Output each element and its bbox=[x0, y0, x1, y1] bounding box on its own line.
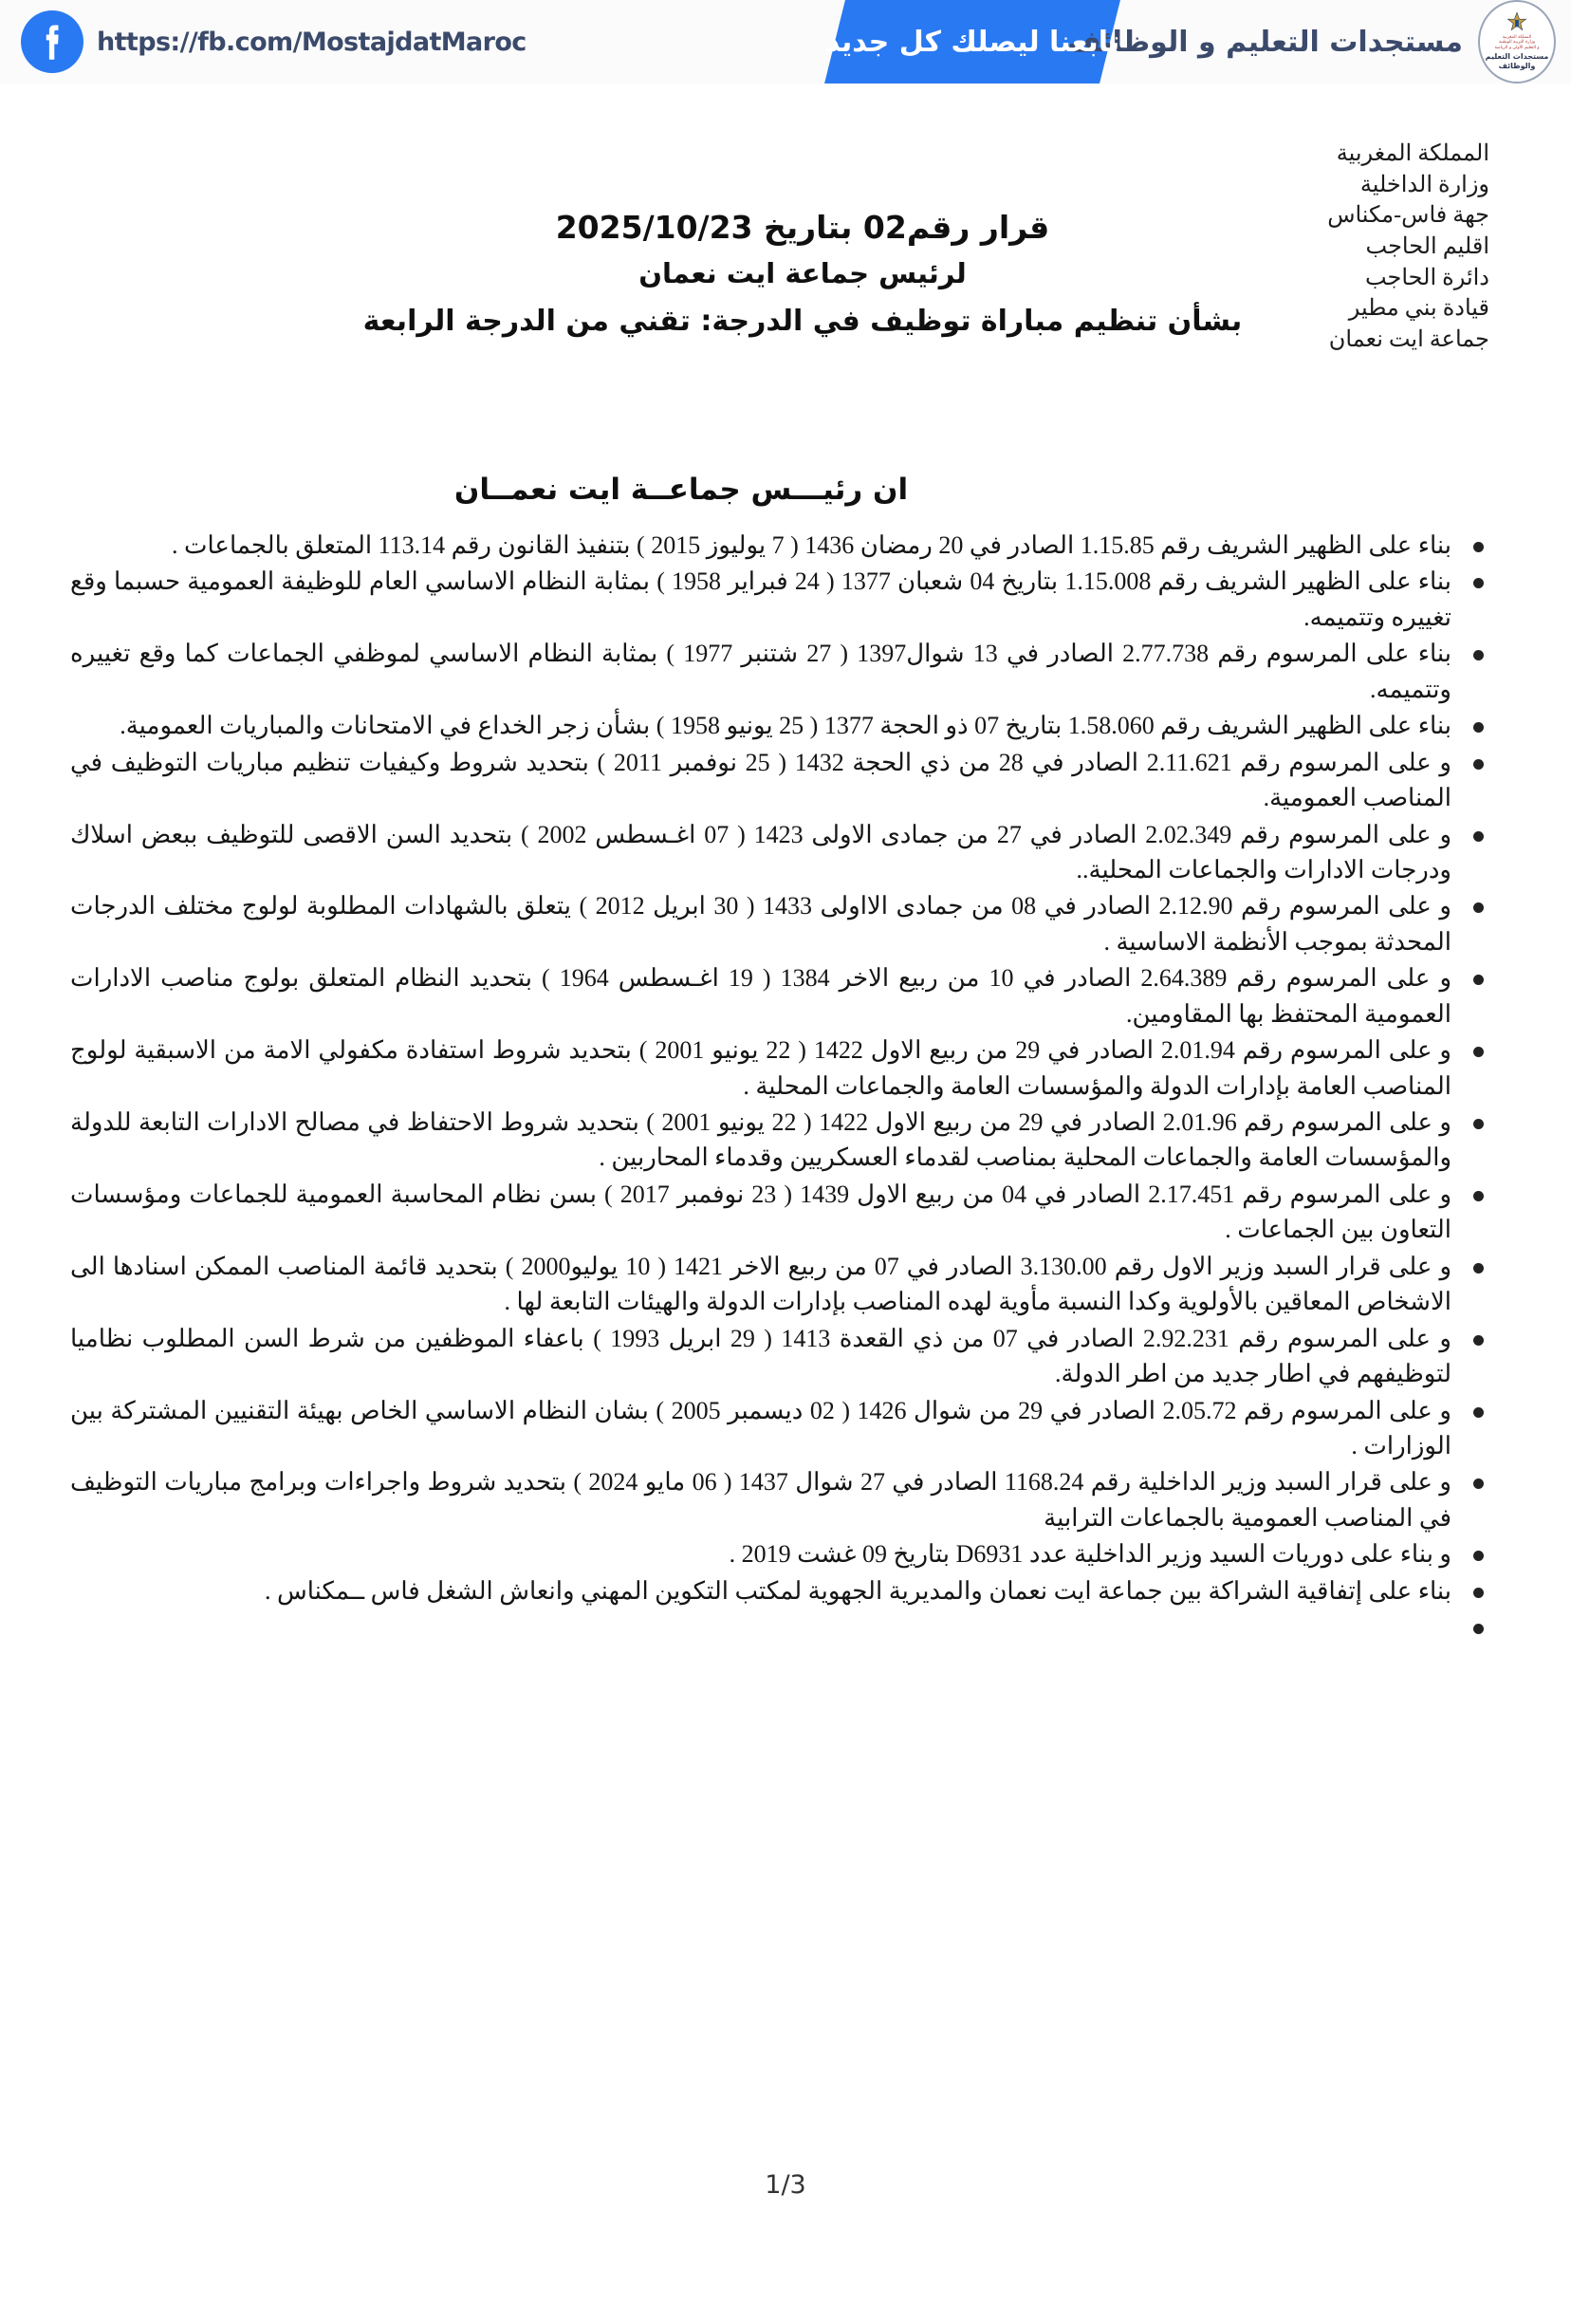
letterhead-line: جماعة ايت نعمان bbox=[1328, 326, 1489, 352]
letterhead-line: اقليم الحاجب bbox=[1365, 233, 1489, 259]
brand-logo-name: مستجدات التعليم والوظائف bbox=[1485, 51, 1549, 71]
document-page bbox=[0, 84, 1571, 2317]
morocco-emblem-icon bbox=[1505, 11, 1529, 34]
list-item: و على المرسوم رقم 2.64.389 الصادر في 10 من ربيع الاخر 1384 ( 19 اغـسطس 1964 ) بتحديد النظام المتعلق بولوج مناصب الادارات العمومية المحتفظ بها المقاومين. bbox=[70, 960, 1501, 1032]
list-item: و على المرسوم رقم 2.02.349 الصادر في 27 من جمادى الاولى 1423 ( 07 اغـسطس 2002 ) بتحديد السن الاقصى للتوظيف ببعض اسلاك ودرجات الادارات والجماعات المحلية.. bbox=[70, 817, 1501, 888]
banner-slogan: تابعنا ليصلك كل جديد bbox=[824, 25, 1120, 59]
list-item: بناء على الظهير الشريف رقم 1.15.008 بتاريخ 04 شعبان 1377 ( 24 فبراير 1958 ) بمثابة النظام الاساسي العام للوظيفة العمومية حسبما وقع تغييره وتتميمه. bbox=[70, 564, 1501, 635]
facebook-link[interactable] bbox=[0, 0, 527, 84]
list-item bbox=[70, 1609, 1501, 1647]
list-item: بناء على الظهير الشريف رقم 1.58.060 بتاريخ 07 ذو الحجة 1377 ( 25 يونيو 1958 ) بشأن زجر الخداع في الامتحانات والمباريات العمومية. bbox=[70, 708, 1501, 743]
brand-logo bbox=[1478, 0, 1556, 84]
facebook-url-text: https://fb.com/MostajdatMaroc bbox=[97, 27, 527, 57]
list-item: و على قرار السبد وزير الداخلية رقم 1168.24 الصادر في 27 شوال 1437 ( 06 مايو 2024 ) بتحديد شروط واجراءات وبرامج مباريات التوظيف في المناصب العمومية بالجماعات الترابية bbox=[70, 1464, 1501, 1535]
banner-brand-text: مستجدات التعليم و الوظائف bbox=[1067, 25, 1463, 59]
letterhead-line: وزارة الداخلية bbox=[1359, 172, 1489, 197]
list-item: و على المرسوم رقم 2.11.621 الصادر في 28 من ذي الحجة 1432 ( 25 نوفمبر 2011 ) بتحديد شروط وكيفيات تنظيم مباريات التوظيف في المناصب العمومية. bbox=[70, 745, 1501, 816]
document-preamble: ان رئيـــس جماعــة ايت نعمــان bbox=[453, 473, 909, 507]
list-item: بناء على المرسوم رقم 2.77.738 الصادر في 13 شوال1397 ( 27 شتنبر 1977 ) بمثابة النظام الاساسي لموظفي الجماعات كما وقع تغييره وتتميمه. bbox=[70, 636, 1501, 707]
decision-number-and-date: قرار رقم02 بتاريخ 2025/10/23 bbox=[555, 209, 1050, 246]
list-item: و بناء على دوريات السيد وزير الداخلية عدد D6931 بتاريخ 09 غشت 2019 . bbox=[70, 1536, 1501, 1571]
list-item: و على المرسوم رقم 2.92.231 الصادر في 07 من ذي القعدة 1413 ( 29 ابريل 1993 ) باعفاء الموظفين من شرط السن المطلوب نظاميا لتوظيفهم في اطار جديد من اطر الدولة. bbox=[70, 1321, 1501, 1392]
letterhead-line: قيادة بني مطير bbox=[1348, 296, 1489, 322]
decision-issuer: لرئيس جماعة ايت نعمان bbox=[638, 256, 967, 289]
list-item: و على المرسوم رقم 2.05.72 الصادر في 29 من شوال 1426 ( 02 ديسمبر 2005 ) بشان النظام الاساسي الخاص بهيئة التقنيين المشتركة بين الوزارات . bbox=[70, 1393, 1501, 1464]
banner-brand-group bbox=[1068, 0, 1571, 84]
letterhead-line: دائرة الحاجب bbox=[1364, 265, 1489, 290]
list-item: و على المرسوم رقم 2.12.90 الصادر في 08 من جمادى الااولى 1433 ( 30 ابريل 2012 ) يتعلق بالشهادات المطلوبة لولوج مختلف الدرجات المحدثة بموجب الأنظمة الاساسية . bbox=[70, 888, 1501, 959]
brand-logo-subtitle: المملكة المغربية وزارة التربية الوطنية و التعليم الأولي و الرياضة bbox=[1494, 34, 1540, 51]
promo-banner bbox=[0, 0, 1571, 84]
facebook-icon bbox=[21, 10, 83, 73]
list-item: بناء على الظهير الشريف رقم 1.15.85 الصادر في 20 رمضان 1436 ( 7 يوليوز 2015 ) بتنفيذ القانون رقم 113.14 المتعلق بالجماعات . bbox=[70, 528, 1501, 563]
list-item: بناء على إتفاقية الشراكة بين جماعة ايت نعمان والمديرية الجهوية لمكتب التكوين المهني وانعاش الشغل فاس ــمكناس . bbox=[70, 1573, 1501, 1608]
list-item: و على المرسوم رقم 2.17.451 الصادر في 04 من ربيع الاول 1439 ( 23 نوفمبر 2017 ) بسن نظام المحاسبة العمومية للجماعات ومؤسسات التعاون بين الجماعات . bbox=[70, 1177, 1501, 1248]
decision-subject: بشأن تنظيم مباراة توظيف في الدرجة: تقني من الدرجة الرابعة bbox=[362, 305, 1243, 339]
letterhead bbox=[1327, 139, 1489, 355]
letterhead-line: المملكة المغربية bbox=[1336, 141, 1489, 166]
letterhead-line: جهة فاس-مكناس bbox=[1327, 203, 1489, 229]
list-item: و على قرار السبد وزير الاول رقم 3.130.00 الصادر في 07 من ربيع الاخر 1421 ( 10 يوليو2000 ) بتحديد قائمة المناصب الممكن اسنادها الى الاشخاص المعاقين بالأولوية وكدا النسبة مأوية لهده المناصب بإدارات الدولة والهيئات التابعة لها . bbox=[70, 1249, 1501, 1320]
page-number: 1/3 bbox=[765, 2170, 806, 2200]
list-item: و على المرسوم رقم 2.01.96 الصادر في 29 من ربيع الاول 1422 ( 22 يونيو 2001 ) بتحديد شروط الاحتفاظ في مصالح الادارات التابعة للدولة والمؤسسات العامة والجماعات المحلية بمناصب لقدماء العسكريين وقدماء المحاربين . bbox=[70, 1105, 1501, 1176]
list-item: و على المرسوم رقم 2.01.94 الصادر في 29 من ربيع الاول 1422 ( 22 يونيو 2001 ) بتحديد شروط استفادة مكفولي الامة من الاسبقية لولوج المناصب العامة بإدارات الدولة والمؤسسات العامة والجماعات المحلية . bbox=[70, 1032, 1501, 1104]
legal-references-list bbox=[70, 528, 1501, 1648]
document-title-block bbox=[319, 205, 1286, 342]
